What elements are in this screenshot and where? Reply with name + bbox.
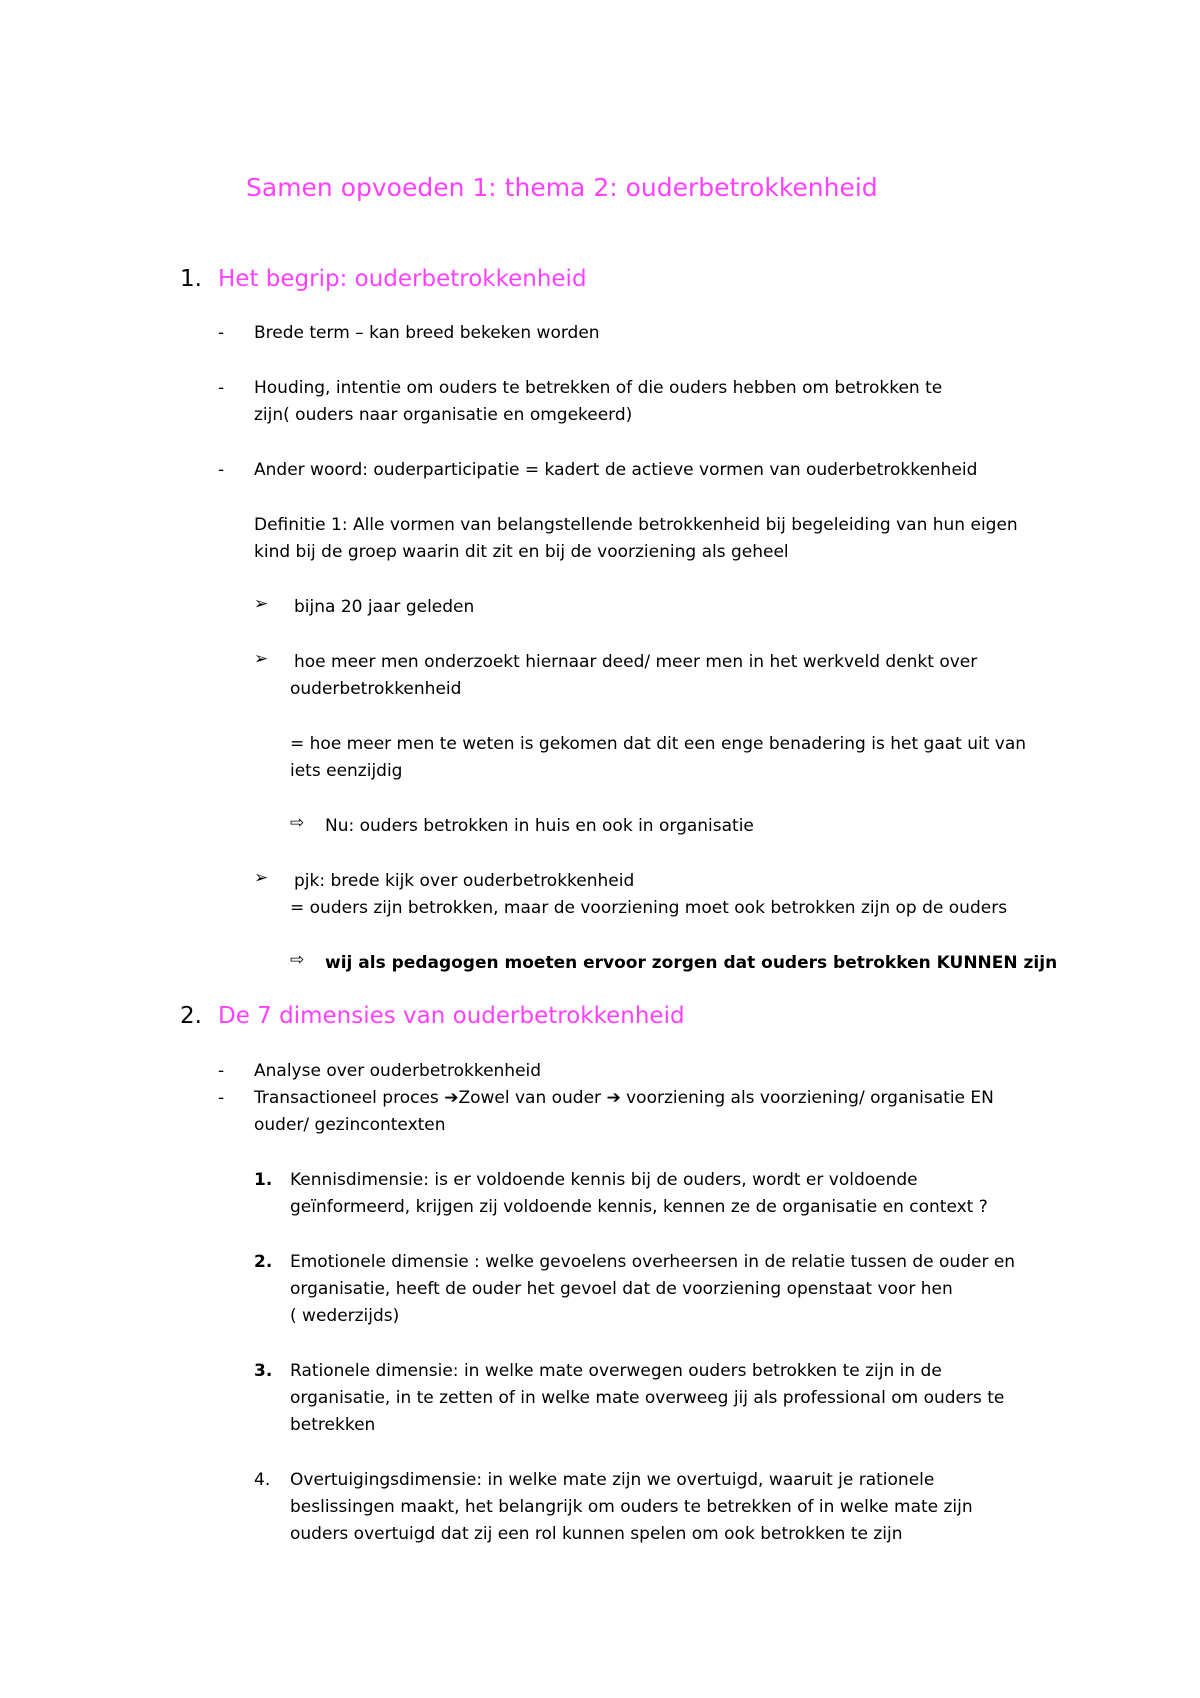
arrow-item-text: bijna 20 jaar geleden: [294, 597, 475, 617]
bullet-text: voorziening als voorziening/ organisatie EN: [626, 1088, 994, 1108]
section-2-number: 2.: [180, 1003, 202, 1029]
arrow-item-text: iets eenzijdig: [290, 761, 403, 781]
arrow-item-text: pjk: brede kijk over ouderbetrokkenheid: [294, 871, 635, 891]
dash-marker: -: [218, 378, 225, 398]
dimension-text: ouders overtuigd dat zij een rol kunnen spelen om ook betrokken te zijn: [290, 1524, 903, 1544]
dimension-item: [290, 1358, 942, 1385]
dimension-item: [290, 1167, 918, 1194]
dimension-text: betrekken: [290, 1415, 376, 1435]
dimension-text: welke gevoelens overheersen in de relatie tussen de ouder en: [479, 1252, 1016, 1272]
page-title: Samen opvoeden 1: thema 2: ouderbetrokkenheid: [246, 173, 878, 202]
dimension-item: [290, 1249, 1015, 1276]
hollow-arrow-icon: ⇨: [290, 950, 305, 970]
dimension-number: 4.: [254, 1470, 271, 1490]
definition-line: Definitie 1: Alle vormen van belangstellende betrokkenheid bij begeleiding van hun eigen: [254, 515, 1018, 535]
dimension-text: organisatie, heeft de ouder het gevoel dat de voorziening openstaat voor hen: [290, 1279, 953, 1299]
dimension-text: in welke mate overwegen ouders betrokken te zijn in de: [458, 1361, 942, 1381]
dimension-text: geïnformeerd, krijgen zij voldoende kennis, kennen ze de organisatie en context ?: [290, 1197, 988, 1217]
arrow-item-text: = ouders zijn betrokken, maar de voorziening moet ook betrokken zijn op de ouders: [290, 898, 1008, 918]
solid-arrow-icon: ➔: [606, 1088, 621, 1108]
dimension-text: organisatie, in te zetten of in welke mate overweeg jij als professional om ouders te: [290, 1388, 1005, 1408]
bullet-text: Zowel van ouder: [458, 1088, 602, 1108]
dash-marker: -: [218, 1061, 225, 1081]
arrow-bullet-icon: ➢: [254, 594, 269, 614]
section-2-heading: De 7 dimensies van ouderbetrokkenheid: [218, 1003, 685, 1029]
dimension-text: is er voldoende kennis bij de ouders, wordt er voldoende: [428, 1170, 918, 1190]
definition-line: kind bij de groep waarin dit zit en bij de voorziening als geheel: [254, 542, 789, 562]
dimension-text: beslissingen maakt, het belangrijk om ouders te betrekken of in welke mate zijn: [290, 1497, 973, 1517]
arrow-item-text: ouderbetrokkenheid: [290, 679, 462, 699]
solid-arrow-icon: ➔: [444, 1088, 459, 1108]
arrow-item-text-bold: wij als pedagogen moeten ervoor zorgen dat ouders betrokken KUNNEN zijn: [325, 953, 1058, 973]
arrow-bullet-icon: ➢: [254, 649, 269, 669]
section-1-heading: Het begrip: ouderbetrokkenheid: [218, 266, 587, 292]
dimension-item: [290, 1467, 934, 1494]
dash-marker: -: [218, 1088, 225, 1108]
dash-marker: -: [218, 460, 225, 480]
bullet-text: Transactioneel proces: [254, 1088, 439, 1108]
bullet-text: Houding, intentie om ouders te betrekken of die ouders hebben om betrokken te: [254, 378, 943, 398]
arrow-bullet-icon: ➢: [254, 868, 269, 888]
dimension-label: Rationele dimensie:: [290, 1361, 459, 1381]
dash-marker: -: [218, 323, 225, 343]
bullet-text: zijn( ouders naar organisatie en omgekeerd): [254, 405, 633, 425]
bullet-text: Analyse over ouderbetrokkenheid: [254, 1061, 542, 1081]
dimension-number: 3.: [254, 1361, 273, 1381]
dimension-label: Kennisdimensie:: [290, 1170, 429, 1190]
transactional-line: [254, 1085, 994, 1112]
bullet-text: Brede term – kan breed bekeken worden: [254, 323, 600, 343]
dimension-number: 2.: [254, 1252, 273, 1272]
dimension-label: Emotionele dimensie :: [290, 1252, 480, 1272]
bullet-text: ouder/ gezincontexten: [254, 1115, 446, 1135]
dimension-number: 1.: [254, 1170, 273, 1190]
dimension-text: ( wederzijds): [290, 1306, 400, 1326]
dimension-text: in welke mate zijn we overtuigd, waaruit je rationele: [482, 1470, 935, 1490]
bullet-text: Ander woord: ouderparticipatie = kadert de actieve vormen van ouderbetrokkenheid: [254, 460, 978, 480]
dimension-label: Overtuigingsdimensie:: [290, 1470, 483, 1490]
section-1-number: 1.: [180, 266, 202, 292]
hollow-arrow-icon: ⇨: [290, 813, 305, 833]
arrow-item-text: hoe meer men onderzoekt hiernaar deed/ meer men in het werkveld denkt over: [294, 652, 978, 672]
arrow-item-text: Nu: ouders betrokken in huis en ook in organisatie: [325, 816, 754, 836]
arrow-item-text: = hoe meer men te weten is gekomen dat dit een enge benadering is het gaat uit van: [290, 734, 1027, 754]
